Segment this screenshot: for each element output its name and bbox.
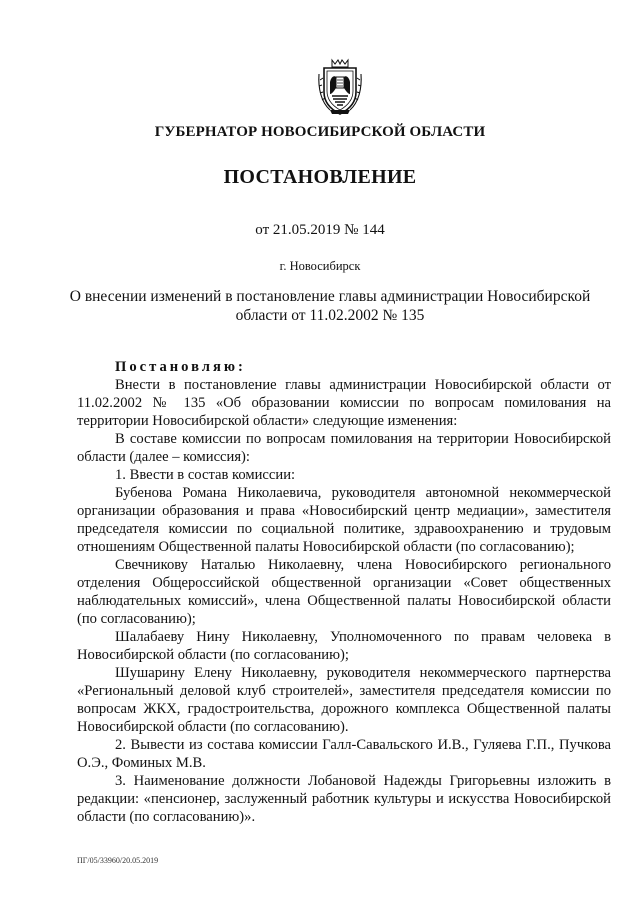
city: г. Новосибирск	[279, 259, 361, 273]
resolve-line	[77, 358, 611, 376]
document-type: ПОСТАНОВЛЕНИЕ	[223, 166, 417, 188]
paragraph-member-1: Бубенова Романа Николаевича, руководителя автономной некоммерческой организации образования и права «Новосибирский центр медиации», заместителя председателя комиссии по социальной политике, здравоохранению и трудовым отношениям Общественной палаты Новосибирской области (по согласованию);	[77, 485, 611, 555]
paragraph-member-3: Шалабаеву Нину Николаевну, Уполномоченного по правам человека в Новосибирской области (по согласованию);	[77, 629, 611, 663]
document-number: от 21.05.2019 № 144	[255, 222, 385, 238]
footer-code: ПГ/05/33960/20.05.2019	[77, 856, 159, 865]
paragraph-intro: Внести в постановление главы администрации Новосибирской области от 11.02.2002 № 135 «Об образовании комиссии по вопросам помилования на территории Новосибирской области» следующие изменения:	[77, 377, 611, 429]
paragraph-item-2: 2. Вывести из состава комиссии Галл-Савальского И.В., Гуляева Г.П., Пучкова О.Э., Фоминых М.В.	[77, 737, 611, 771]
paragraph-member-4: Шушарину Елену Николаевну, руководителя некоммерческого партнерства «Региональный деловой клуб строителей», заместителя председателя комиссии по вопросам ЖКХ, градостроительства, дорожного комплекса Общественной палаты Новосибирской области (по согласованию).	[77, 665, 611, 735]
resolve-word: Постановляю:	[115, 359, 246, 375]
paragraph-member-2: Свечникову Наталью Николаевну, члена Новосибирского регионального отделения Общероссийской общественной организации «Совет общественных наблюдательных комиссий», члена Общественной палаты Новосибирской области (по согласованию);	[77, 557, 611, 627]
paragraph-item-1: 1. Ввести в состав комиссии:	[115, 467, 296, 483]
document-body	[77, 358, 611, 826]
document-subject: О внесении изменений в постановление главы администрации Новосибирской области от 11.02.2002 № 135	[69, 288, 591, 324]
coat-of-arms-icon	[316, 58, 364, 118]
organization-title: ГУБЕРНАТОР НОВОСИБИРСКОЙ ОБЛАСТИ	[154, 124, 486, 140]
paragraph-item-3: 3. Наименование должности Лобановой Надежды Григорьевны изложить в редакции: «пенсионер, заслуженный работник культуры и искусства Новосибирской области (по согласованию)».	[77, 773, 611, 825]
paragraph-composition: В составе комиссии по вопросам помилования на территории Новосибирской области (далее – комиссия):	[77, 431, 611, 465]
